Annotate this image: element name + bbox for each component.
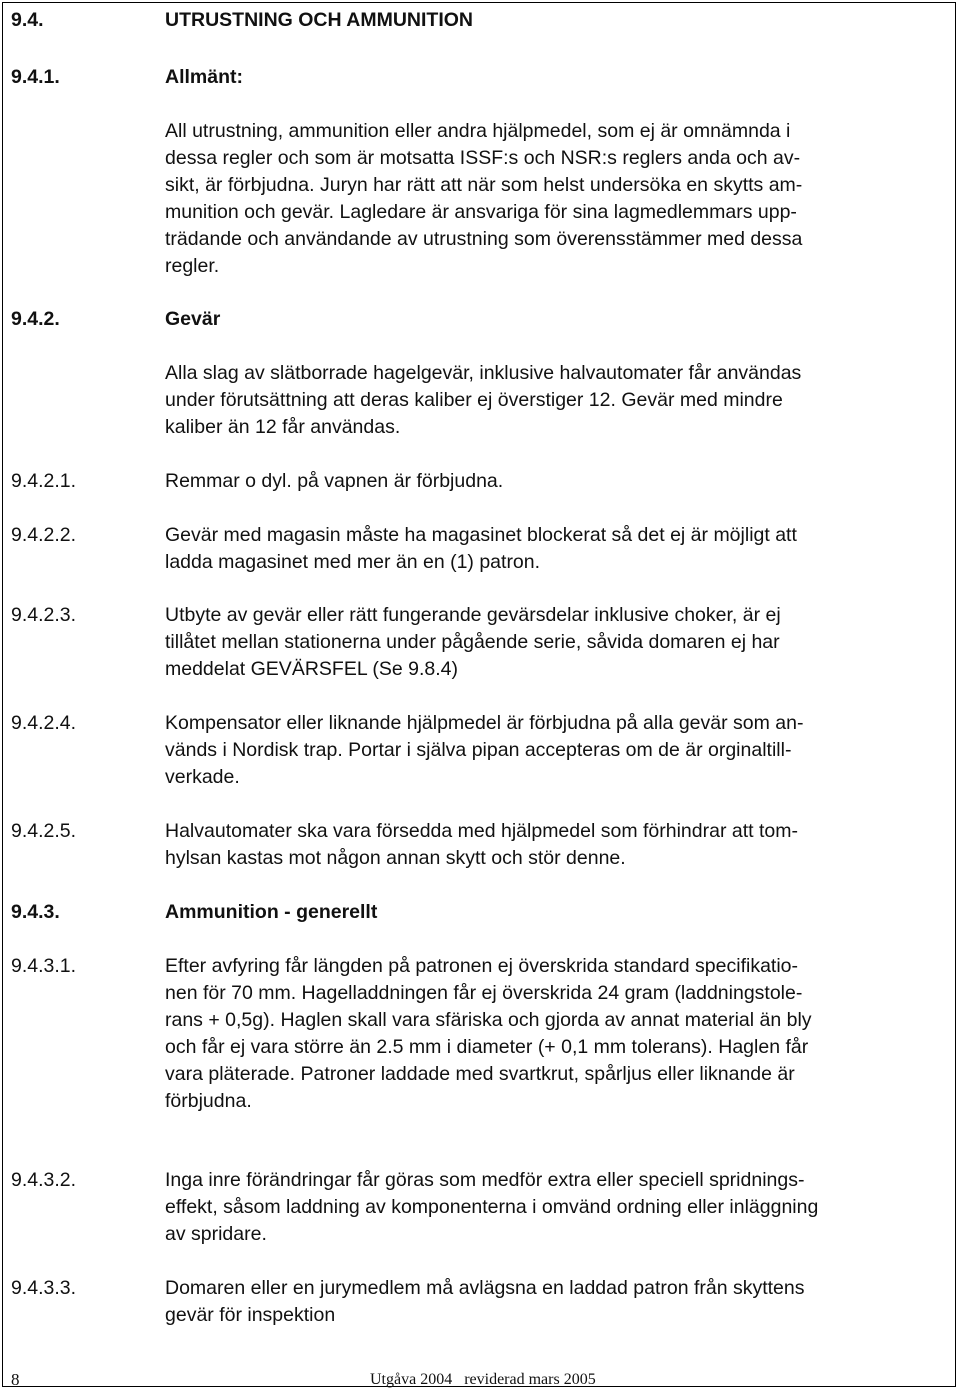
text-line: Efter avfyring får längden på patronen ej överskrida standard specifikatio- [165,955,799,977]
text-line: effekt, såsom laddning av komponenterna i omvänd ordning eller inläggning [165,1196,819,1218]
text-line: vänds i Nordisk trap. Portar i själva pipan accepteras om de är orginaltill- [165,739,792,761]
text-line: hylsan kastas mot någon annan skytt och stör denne. [165,847,626,869]
text-line: rans + 0,5g). Haglen skall vara sfäriska och gjorda av annat material än bly [165,1009,812,1031]
text-line: Utbyte av gevär eller rätt fungerande gevärsdelar inklusive choker, är ej [165,604,781,626]
text-line: All utrustning, ammunition eller andra hjälpmedel, som ej är omnämnda i [165,120,791,142]
text-line: verkade. [165,766,240,788]
text-line: kaliber än 12 får användas. [165,416,401,438]
text-line: Kompensator eller liknande hjälpmedel är förbjudna på alla gevär som an- [165,712,804,734]
text-line: meddelat GEVÄRSFEL (Se 9.8.4) [165,658,458,680]
text-line: gevär för inspektion [165,1304,336,1326]
text-line: under förutsättning att deras kaliber ej överstiger 12. Gevär med mindre [165,389,783,411]
text-line: Remmar o dyl. på vapnen är förbjudna. [165,470,504,492]
text-line: trädande och användande av utrustning som överensstämmer med dessa [165,228,803,250]
text-line: och får ej vara större än 2.5 mm i diameter (+ 0,1 mm tolerans). Haglen får [165,1036,809,1058]
clause-number: 9.4.3.2. [11,1169,77,1191]
clause-9-4-3-3 [165,1275,947,1329]
text-line: av spridare. [165,1223,267,1245]
clause-9-4-3-1 [165,953,947,1115]
section-number: 9.4.3. [11,901,60,923]
text-line: ladda magasinet med mer än en (1) patron. [165,551,541,573]
clause-9-4-2-4 [165,710,947,791]
clause-number: 9.4.3.3. [11,1277,77,1299]
text-line: förbjudna. [165,1090,252,1112]
clause-number: 9.4.2.3. [11,604,77,626]
section-title: Gevär [165,308,221,330]
text-line: tillåtet mellan stationerna under pågående serie, såvida domaren ej har [165,631,780,653]
text-line: Domaren eller en jurymedlem må avlägsna en laddad patron från skyttens [165,1277,805,1299]
section-number: 9.4.2. [11,308,60,330]
clause-9-4-3-2 [165,1167,947,1248]
section-title: Ammunition - generellt [165,901,378,923]
section-title: Allmänt: [165,66,243,88]
text-line: regler. [165,255,220,277]
chapter-title: UTRUSTNING OCH AMMUNITION [165,9,474,31]
clause-number: 9.4.2.5. [11,820,77,842]
text-line: munition och gevär. Lagledare är ansvariga för sina lagmedlemmars upp- [165,201,797,223]
edition-note: Utgåva 2004 reviderad mars 2005 [370,1371,596,1388]
clause-number: 9.4.2.4. [11,712,77,734]
clause-number: 9.4.3.1. [11,955,77,977]
text-line: nen för 70 mm. Hagelladdningen får ej överskrida 24 gram (laddningstole- [165,982,803,1004]
clause-number: 9.4.2.2. [11,524,77,546]
text-line: Inga inre förändringar får göras som medför extra eller speciell spridnings- [165,1169,805,1191]
text-line: Gevär med magasin måste ha magasinet blockerat så det ej är möjligt att [165,524,797,546]
clause-number: 9.4.2.1. [11,470,77,492]
chapter-number: 9.4. [11,9,44,31]
text-line: Alla slag av slätborrade hagelgevär, inklusive halvautomater får användas [165,362,802,384]
page-number: 8 [11,1370,20,1389]
text-line: Halvautomater ska vara försedda med hjälpmedel som förhindrar att tom- [165,820,798,842]
clause-9-4-2-5 [165,818,947,872]
section-number: 9.4.1. [11,66,60,88]
section-body-allmant [165,118,947,280]
text-line: dessa regler och som är motsatta ISSF:s och NSR:s reglers anda och av- [165,147,801,169]
section-body-gevar [165,360,947,441]
clause-9-4-2-2 [165,522,947,576]
clause-9-4-2-3 [165,602,947,683]
text-line: vara pläterade. Patroner laddade med svartkrut, spårljus eller liknande är [165,1063,795,1085]
text-line: sikt, är förbjudna. Juryn har rätt att när som helst undersöka en skytts am- [165,174,803,196]
